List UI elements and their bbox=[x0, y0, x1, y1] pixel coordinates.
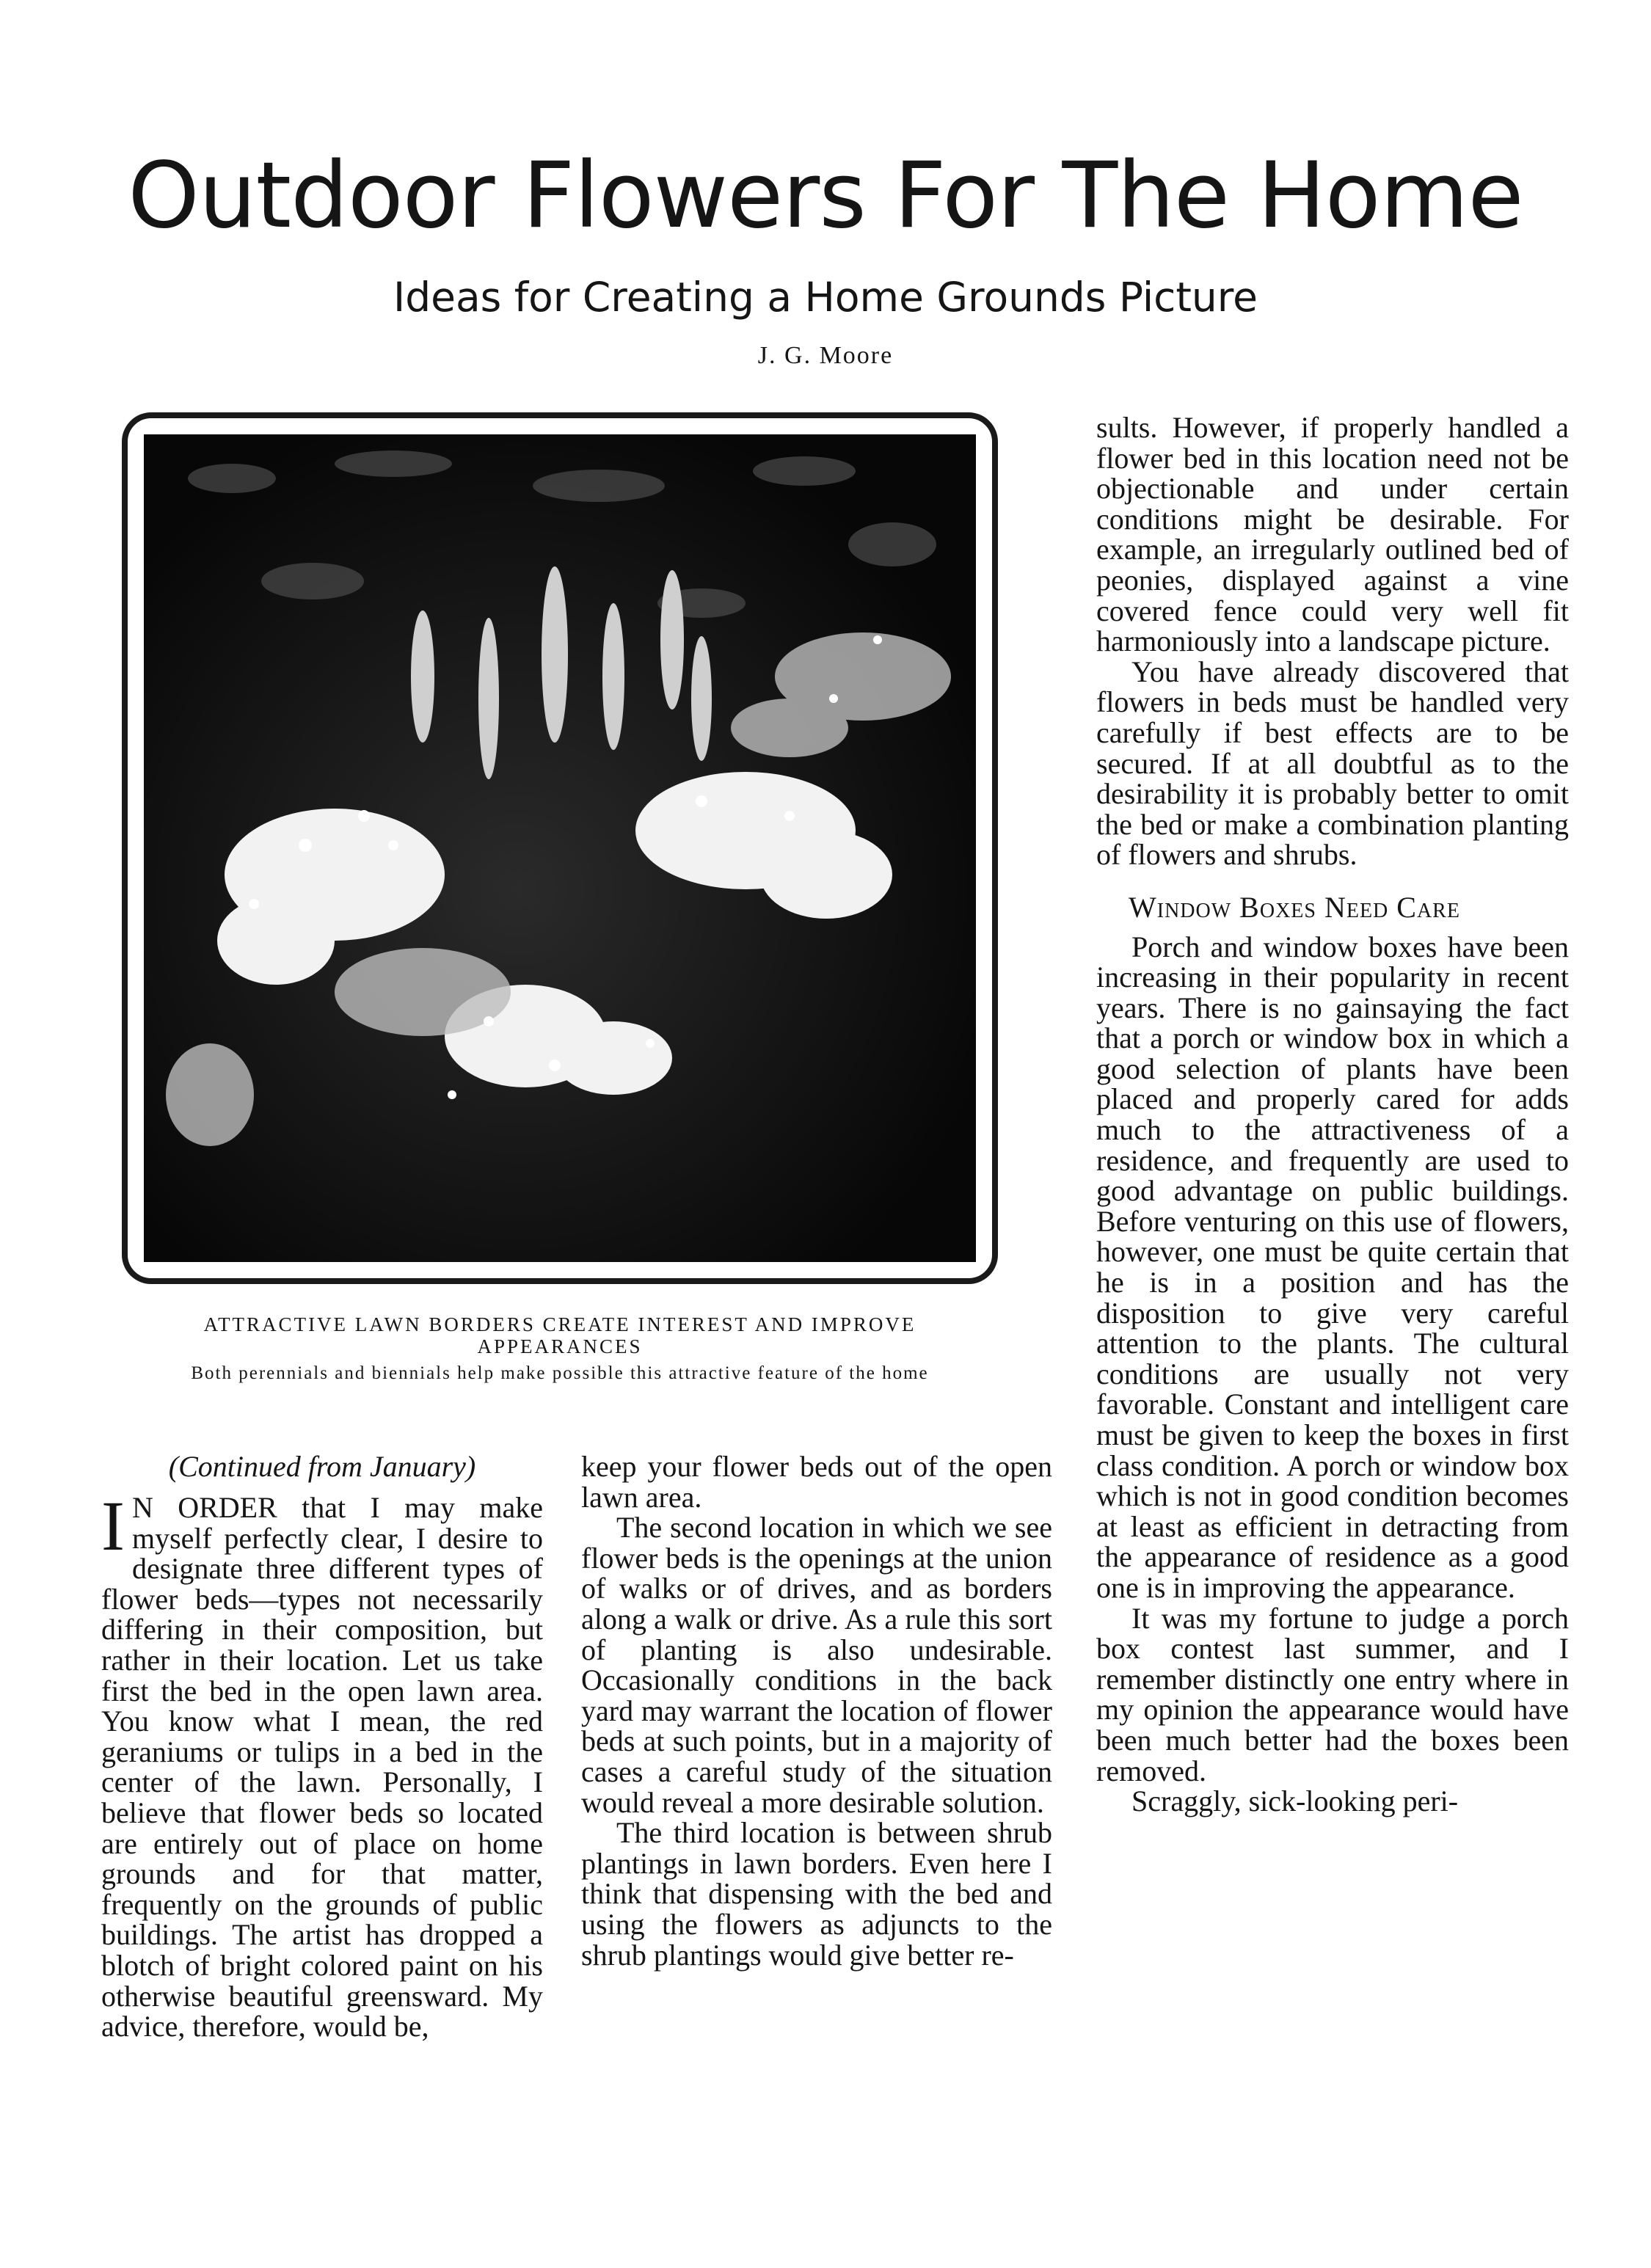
paragraph bbox=[101, 1487, 543, 2043]
paragraph: You have already discovered that flowers in beds must be handled very carefully if best effects are to be secured. If at all doubtful as to the desirability it is probably better to omit the bed or make a combination planting of flowers and shrubs. bbox=[1096, 654, 1569, 872]
paragraph: sults. However, if properly handled a flower bed in this location need not be objectionable and under certain conditions might be desirable. For example, an irregularly outlined bed of peonies, displayed against a vine covered fence could very well fit harmoniously into a landscape picture. bbox=[1096, 411, 1569, 658]
article-author: J. G. Moore bbox=[757, 342, 894, 369]
photo-caption-text: Both perennials and biennials help make possible this attractive feature of the home bbox=[191, 1363, 929, 1383]
garden-photo bbox=[122, 412, 998, 1284]
paragraph: Porch and window boxes have been increasing in their popularity in recent years. There is no gainsaying the fact that a porch or window box in which a good selection of plants have been placed and properly cared for adds much to the attractiveness of a residence, and frequently are used to good advantage on public buildings. Before venturing on this use of flowers, however, one must be quite certain that he is in a position and has the disposition to give very careful attention to the plants. The cultural conditions are usually not very favorable. Constant and intelligent care must be given to keep the boxes in first class condition. A porch or window box which is not in good condition becomes at least as efficient in detracting from the appearance of residence as a good one is in improving the appearance. bbox=[1096, 930, 1569, 1604]
continued-note: (Continued from January) bbox=[168, 1450, 476, 1483]
column-1 bbox=[101, 1451, 543, 2042]
paragraph: It was my fortune to judge a porch box contest last summer, and I remember distinctly one entry where in my opinion the appearance would have been much better had the boxes been removed. bbox=[1096, 1601, 1569, 1787]
column-2 bbox=[581, 1451, 1052, 1970]
paragraph: keep your flower beds out of the open lawn area. bbox=[581, 1450, 1052, 1514]
paragraph-text: N ORDER that I may make myself perfectly clear, I desire to designate three different types of flower beds—types not necessarily differing in their composition, but rather in their location. Let us take first the bed in the open lawn area. You know what I mean, the red geraniums or tulips in a bed in the center of the lawn. Personally, I believe that flower beds so located are entirely out of place on home grounds and for that matter, frequently on the grounds of public buildings. The artist has dropped a blotch of bright colored paint on his otherwise beautiful greensward. My advice, therefore, would be, bbox=[101, 1491, 543, 2043]
flower-border-photo-image bbox=[144, 434, 976, 1262]
article-title: Outdoor Flowers For The Home bbox=[128, 143, 1523, 249]
photo-caption-title: ATTRACTIVE LAWN BORDERS CREATE INTEREST AND IMPROVE APPEARANCES bbox=[203, 1313, 916, 1357]
drop-cap: I bbox=[101, 1487, 125, 1565]
column-3 bbox=[1096, 412, 1569, 1817]
paragraph: The second location in which we see flower beds is the openings at the union of walks or of drives, and as borders along a walk or drive. As a rule this sort of planting is also undesirable. Occasionally conditions in the back yard may warrant the location of flower beds at such points, but in a majority of cases a careful study of the situation would reveal a more desirable solution. bbox=[581, 1511, 1052, 1819]
article-subtitle: Ideas for Creating a Home Grounds Picture bbox=[393, 274, 1258, 321]
paragraph: Scraggly, sick-looking peri- bbox=[1131, 1784, 1459, 1818]
section-heading: Window Boxes Need Care bbox=[1129, 890, 1460, 924]
paragraph: The third location is between shrub plantings in lawn borders. Even here I think that dispensing with the bed and using the flowers as adjuncts to the shrub plantings would give better re- bbox=[581, 1816, 1052, 1972]
